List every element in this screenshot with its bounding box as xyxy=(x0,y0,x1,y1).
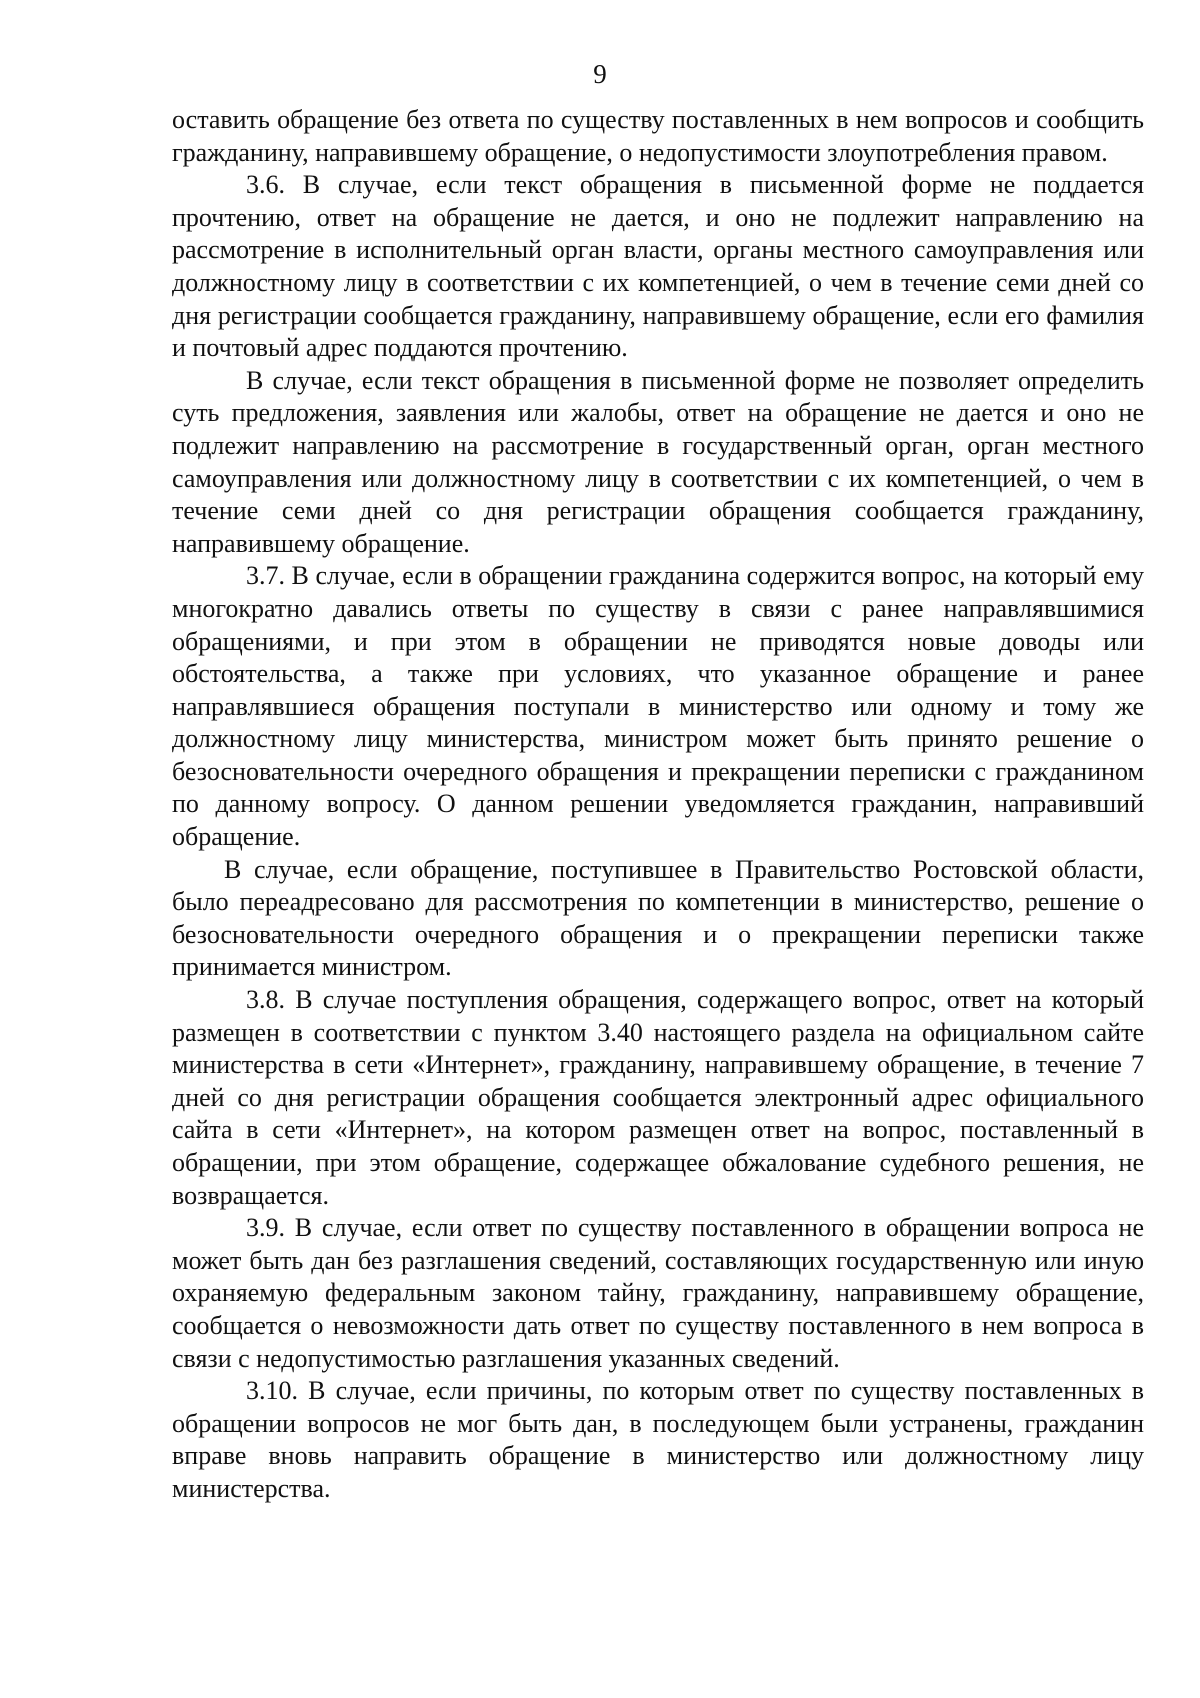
paragraph-3-7-second: В случае, если обращение, поступившее в Правительство Ростовской области, было переадресовано для рассмотрения по компетенции в министерство, решение о безосновательности очередного обращения и о прекращении переписки также принимается министром. xyxy=(172,854,1144,982)
paragraph-3-7: 3.7. В случае, если в обращении гражданина содержится вопрос, на который ему многократно давались ответы по существу в связи с ранее направлявшимися обращениями, и при этом в обращении не приводятся новые доводы или обстоятельства, а также при условиях, что указанное обращение и ранее направлявшиеся обращения поступали в министерство или одному и тому же должностному лицу министерства, министром может быть принято решение о безосновательности очередного обращения и прекращении переписки с гражданином по данному вопросу. О данном решении уведомляется гражданин, направивший обращение. xyxy=(172,561,1144,852)
paragraph-3-9: 3.9. В случае, если ответ по существу поставленного в обращении вопроса не может быть дан без разглашения сведений, составляющих государственную или иную охраняемую федеральным законом тайну, гражданину, направившему обращение, сообщается о невозможности дать ответ по существу поставленного в нем вопроса в связи с недопустимостью разглашения указанных сведений. xyxy=(172,1213,1144,1373)
document-body xyxy=(172,104,1144,1506)
paragraph-3-8: 3.8. В случае поступления обращения, содержащего вопрос, ответ на который размещен в соответствии с пунктом 3.40 настоящего раздела на официальном сайте министерства в сети «Интернет», гражданину, направившему обращение, в течение 7 дней со дня регистрации обращения сообщается электронный адрес официального сайта в сети «Интернет», на котором размещен ответ на вопрос, поставленный в обращении, при этом обращение, содержащее обжалование судебного решения, не возвращается. xyxy=(172,985,1144,1210)
paragraph-3-6-second: В случае, если текст обращения в письменной форме не позволяет определить суть предложения, заявления или жалобы, ответ на обращение не дается и оно не подлежит направлению на рассмотрение в государственный орган, орган местного самоуправления или должностному лицу в соответствии с их компетенцией, о чем в течение семи дней со дня регистрации обращения сообщается гражданину, направившему обращение. xyxy=(172,365,1144,558)
paragraph-3-6: 3.6. В случае, если текст обращения в письменной форме не поддается прочтению, ответ на обращение не дается, и оно не подлежит направлению на рассмотрение в исполнительный орган власти, органы местного самоуправления или должностному лицу в соответствии с их компетенцией, о чем в течение семи дней со дня регистрации сообщается гражданину, направившему обращение, если его фамилия и почтовый адрес поддаются прочтению. xyxy=(172,170,1144,363)
paragraph-3-10: 3.10. В случае, если причины, по которым ответ по существу поставленных в обращении вопросов не мог быть дан, в последующем были устранены, гражданин вправе вновь направить обращение в министерство или должностному лицу министерства. xyxy=(172,1376,1144,1503)
paragraph-continuation: оставить обращение без ответа по существу поставленных в нем вопросов и сообщить гражданину, направившему обращение, о недопустимости злоупотребления правом. xyxy=(172,105,1144,167)
page-number: 9 xyxy=(593,59,607,89)
